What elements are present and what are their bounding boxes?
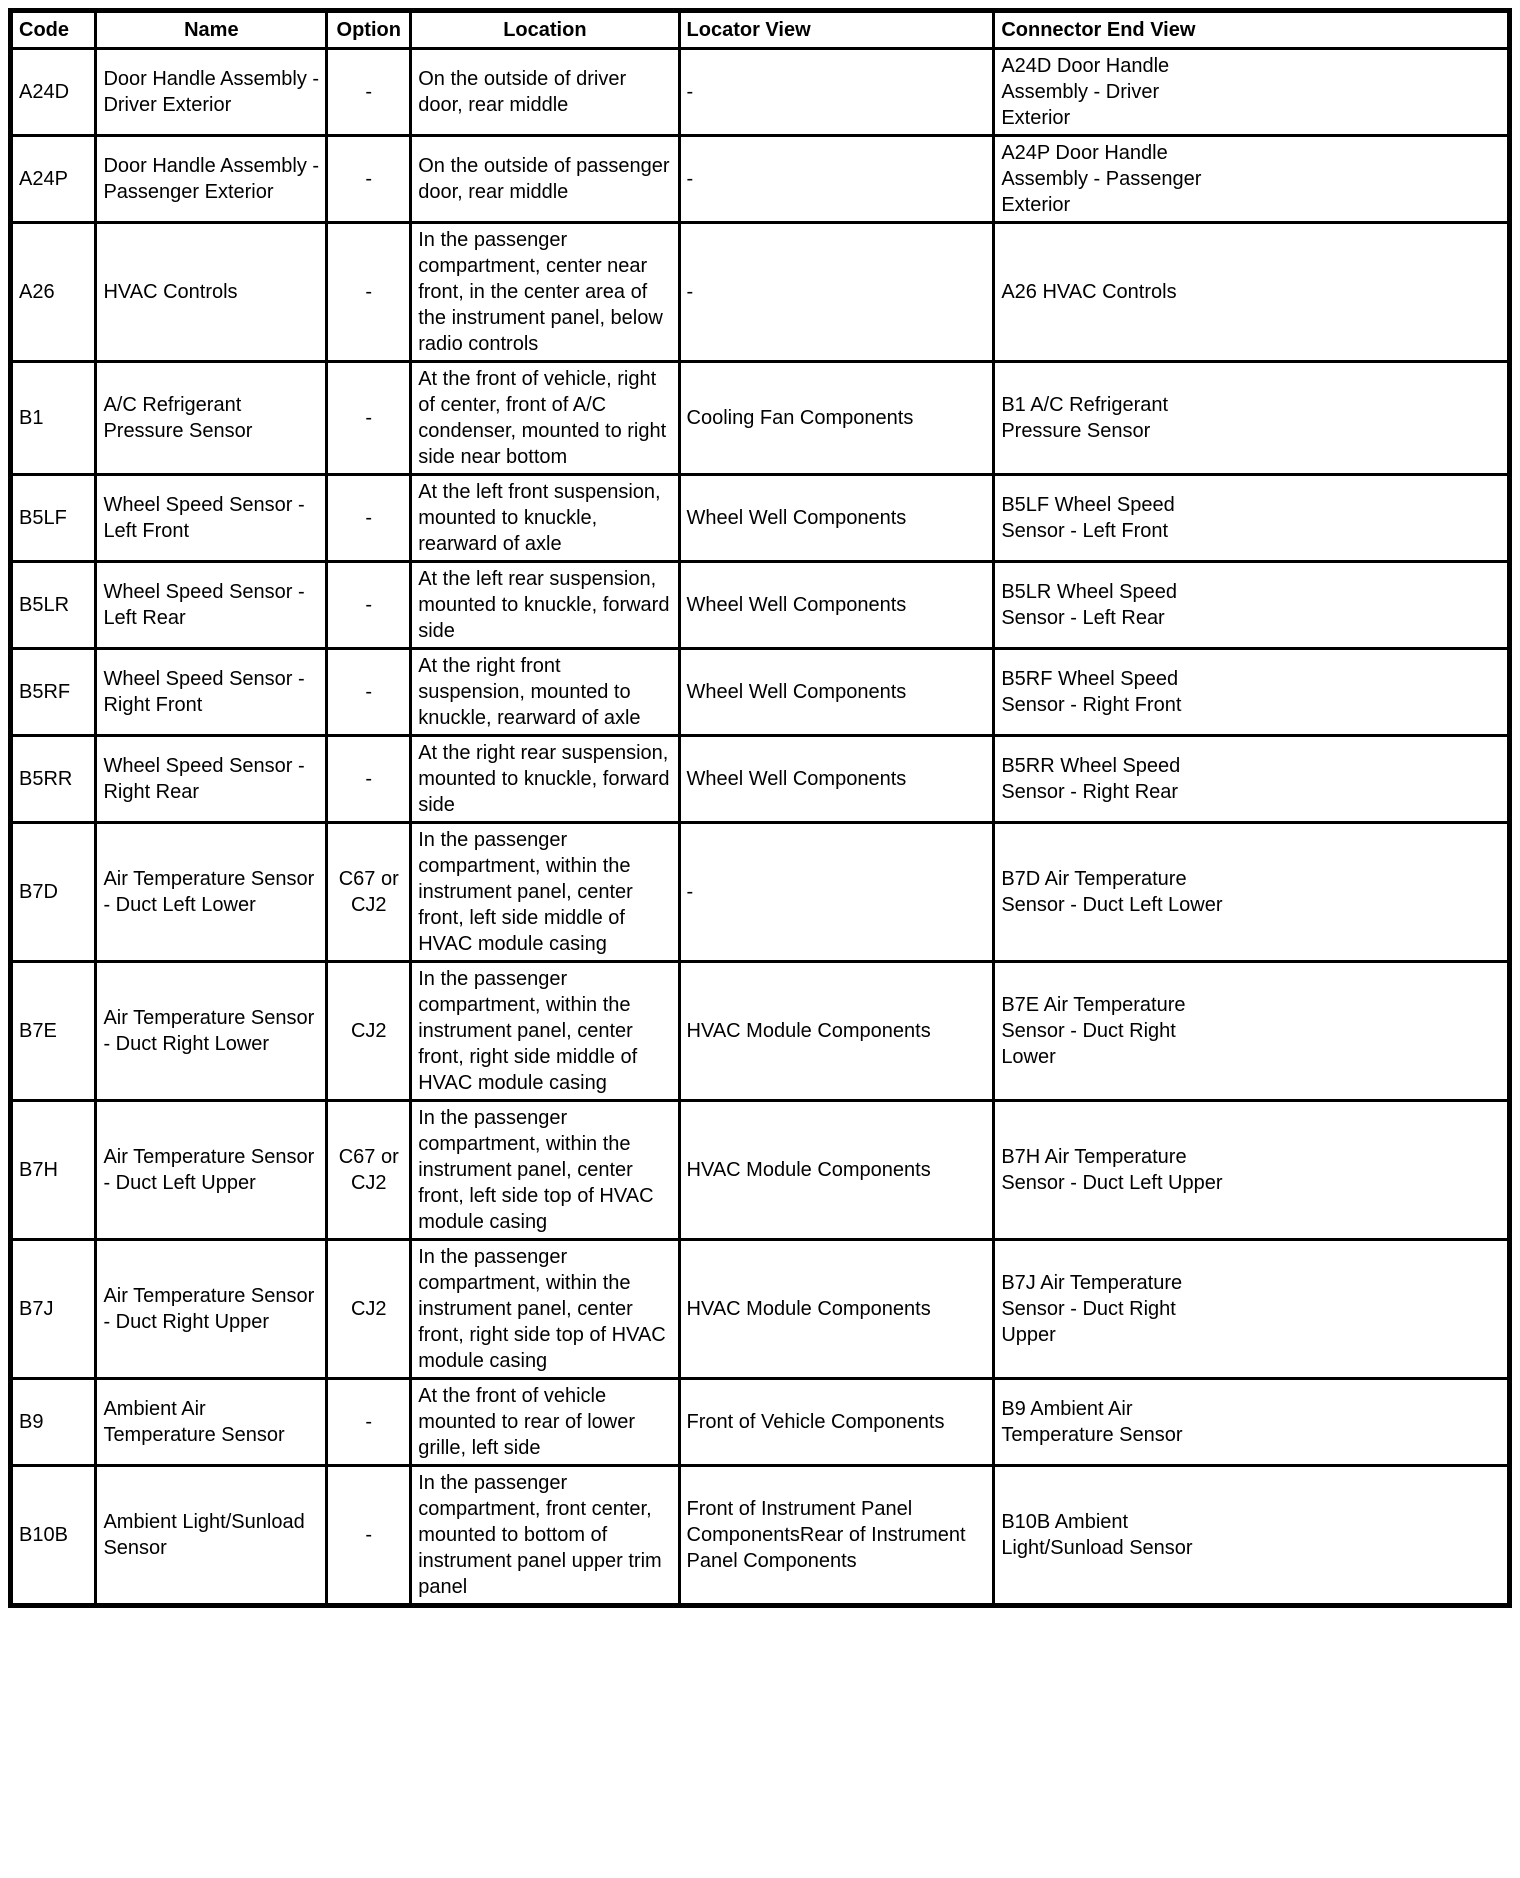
cell-text-locator-view: HVAC Module Components [686, 1020, 931, 1042]
cell-name [96, 962, 327, 1101]
cell-text-connector-end-view: B7E Air Temperature Sensor - Duct Right Lower [1001, 994, 1186, 1068]
cell-text-connector-end-view: B5RR Wheel Speed Sensor - Right Rear [1001, 755, 1181, 803]
cell-option [327, 1466, 411, 1606]
cell-option [327, 362, 411, 475]
cell-text-code: A24P [19, 168, 68, 190]
cell-text-option: - [365, 81, 373, 103]
cell-code [11, 223, 96, 362]
cell-location [411, 475, 679, 562]
cell-text-connector-end-view: B5RF Wheel Speed Sensor - Right Front [1001, 668, 1182, 716]
cell-text-name: Air Temperature Sensor - Duct Right Lower [103, 1007, 315, 1055]
cell-locator-view [679, 136, 994, 223]
cell-location [411, 649, 679, 736]
cell-text-location: At the right rear suspension, mounted to knuckle, forward side [418, 742, 670, 816]
cell-location [411, 136, 679, 223]
cell-text-option: - [365, 768, 373, 790]
cell-location [411, 223, 679, 362]
column-header-label-code: Code [19, 19, 69, 41]
column-header-connector-end-view [994, 11, 1510, 49]
cell-locator-view [679, 1466, 994, 1606]
cell-location [411, 736, 679, 823]
column-header-option [327, 11, 411, 49]
cell-locator-view [679, 1101, 994, 1240]
cell-code [11, 562, 96, 649]
cell-locator-view [679, 962, 994, 1101]
cell-text-locator-view: HVAC Module Components [686, 1159, 931, 1181]
cell-locator-view [679, 649, 994, 736]
cell-text-name: A/C Refrigerant Pressure Sensor [103, 394, 253, 442]
table-row-b5lr [11, 562, 1510, 649]
cell-name [96, 823, 327, 962]
cell-connector-end-view [994, 1240, 1510, 1379]
cell-text-locator-view: - [686, 168, 694, 190]
cell-option [327, 736, 411, 823]
cell-locator-view [679, 823, 994, 962]
cell-name [96, 1101, 327, 1240]
cell-option [327, 649, 411, 736]
cell-text-name: Wheel Speed Sensor - Right Rear [103, 755, 305, 803]
cell-text-location: In the passenger compartment, within the instrument panel, center front, right side top of HVAC module casing [418, 1246, 666, 1372]
cell-connector-end-view [994, 736, 1510, 823]
cell-name [96, 1466, 327, 1606]
cell-code [11, 823, 96, 962]
cell-text-connector-end-view: B9 Ambient Air Temperature Sensor [1001, 1398, 1183, 1446]
table-row-b5rr [11, 736, 1510, 823]
cell-text-code: A26 [19, 281, 55, 303]
cell-locator-view [679, 362, 994, 475]
table-row-a24p [11, 136, 1510, 223]
cell-text-option: - [365, 168, 373, 190]
cell-location [411, 962, 679, 1101]
cell-locator-view [679, 736, 994, 823]
cell-text-location: At the front of vehicle, right of center, front of A/C condenser, mounted to right side near bottom [418, 368, 667, 468]
cell-text-name: Air Temperature Sensor - Duct Right Upper [103, 1285, 315, 1333]
table-row-b7j [11, 1240, 1510, 1379]
cell-text-code: B7H [19, 1159, 58, 1181]
cell-text-code: B5LR [19, 594, 70, 616]
table-row-b7h [11, 1101, 1510, 1240]
cell-text-location: In the passenger compartment, front center, mounted to bottom of instrument panel upper trim panel [418, 1472, 662, 1598]
cell-text-location: At the front of vehicle mounted to rear of lower grille, left side [418, 1385, 635, 1459]
column-header-label-connector-end-view: Connector End View [1001, 19, 1196, 41]
cell-text-locator-view: Front of Vehicle Components [686, 1411, 945, 1433]
cell-text-connector-end-view: B7D Air Temperature Sensor - Duct Left Lower [1001, 868, 1223, 916]
cell-option [327, 1240, 411, 1379]
cell-locator-view [679, 223, 994, 362]
cell-text-code: B5LF [19, 507, 67, 529]
cell-text-locator-view: Cooling Fan Components [686, 407, 914, 429]
cell-name [96, 223, 327, 362]
column-header-code [11, 11, 96, 49]
cell-code [11, 1240, 96, 1379]
cell-code [11, 1379, 96, 1466]
cell-option [327, 1379, 411, 1466]
cell-text-location: In the passenger compartment, within the instrument panel, center front, right side middle of HVAC module casing [418, 968, 638, 1094]
cell-code [11, 475, 96, 562]
cell-text-location: In the passenger compartment, within the instrument panel, center front, left side top of HVAC module casing [418, 1107, 654, 1233]
cell-text-code: B9 [19, 1411, 44, 1433]
cell-code [11, 49, 96, 136]
cell-text-connector-end-view: B1 A/C Refrigerant Pressure Sensor [1001, 394, 1169, 442]
cell-text-option: - [365, 407, 373, 429]
table-row-b5rf [11, 649, 1510, 736]
cell-text-connector-end-view: B7J Air Temperature Sensor - Duct Right Upper [1001, 1272, 1183, 1346]
cell-location [411, 362, 679, 475]
cell-option [327, 1101, 411, 1240]
cell-text-code: B5RR [19, 768, 73, 790]
table-row-b1 [11, 362, 1510, 475]
cell-text-location: In the passenger compartment, center near front, in the center area of the instrument panel, below radio controls [418, 229, 663, 355]
cell-text-option: CJ2 [350, 1020, 387, 1042]
cell-text-locator-view: Front of Instrument Panel ComponentsRear of Instrument Panel Components [686, 1498, 966, 1572]
cell-connector-end-view [994, 475, 1510, 562]
cell-text-option: C67 or CJ2 [338, 868, 399, 916]
cell-option [327, 823, 411, 962]
cell-name [96, 1240, 327, 1379]
cell-text-location: In the passenger compartment, within the instrument panel, center front, left side middle of HVAC module casing [418, 829, 633, 955]
cell-text-name: Air Temperature Sensor - Duct Left Lower [103, 868, 315, 916]
cell-code [11, 1101, 96, 1240]
cell-connector-end-view [994, 49, 1510, 136]
cell-text-location: On the outside of driver door, rear middle [418, 68, 627, 116]
column-header-name [96, 11, 327, 49]
cell-text-locator-view: - [686, 881, 694, 903]
column-header-label-locator-view: Locator View [686, 19, 811, 41]
cell-location [411, 1466, 679, 1606]
cell-text-connector-end-view: A26 HVAC Controls [1001, 281, 1177, 303]
cell-text-name: Door Handle Assembly - Passenger Exterior [103, 155, 320, 203]
cell-text-code: B1 [19, 407, 44, 429]
cell-text-option: - [365, 281, 373, 303]
cell-text-code: B10B [19, 1524, 68, 1546]
cell-location [411, 823, 679, 962]
cell-code [11, 962, 96, 1101]
cell-text-name: Air Temperature Sensor - Duct Left Upper [103, 1146, 315, 1194]
cell-code [11, 736, 96, 823]
cell-location [411, 1240, 679, 1379]
cell-text-locator-view: Wheel Well Components [686, 681, 907, 703]
cell-text-code: B5RF [19, 681, 71, 703]
cell-text-name: HVAC Controls [103, 281, 238, 303]
connector-location-table [8, 8, 1512, 1608]
cell-text-connector-end-view: B10B Ambient Light/Sunload Sensor [1001, 1511, 1193, 1559]
cell-locator-view [679, 1379, 994, 1466]
table-row-b10b [11, 1466, 1510, 1606]
cell-connector-end-view [994, 1466, 1510, 1606]
cell-name [96, 136, 327, 223]
cell-code [11, 136, 96, 223]
cell-text-name: Wheel Speed Sensor - Right Front [103, 668, 305, 716]
cell-name [96, 736, 327, 823]
cell-locator-view [679, 49, 994, 136]
cell-text-locator-view: - [686, 81, 694, 103]
cell-option [327, 136, 411, 223]
cell-text-name: Ambient Air Temperature Sensor [103, 1398, 285, 1446]
cell-text-option: - [365, 1411, 373, 1433]
table-row-a26 [11, 223, 1510, 362]
column-header-location [411, 11, 679, 49]
column-header-locator-view [679, 11, 994, 49]
cell-connector-end-view [994, 962, 1510, 1101]
cell-text-option: - [365, 1524, 373, 1546]
cell-name [96, 1379, 327, 1466]
cell-text-code: A24D [19, 81, 70, 103]
cell-connector-end-view [994, 1101, 1510, 1240]
cell-option [327, 475, 411, 562]
cell-connector-end-view [994, 649, 1510, 736]
cell-name [96, 362, 327, 475]
column-header-label-name: Name [184, 19, 239, 41]
cell-text-code: B7E [19, 1020, 57, 1042]
cell-locator-view [679, 562, 994, 649]
cell-connector-end-view [994, 362, 1510, 475]
cell-text-name: Door Handle Assembly - Driver Exterior [103, 68, 320, 116]
table-header [11, 11, 1510, 49]
cell-location [411, 562, 679, 649]
cell-connector-end-view [994, 823, 1510, 962]
cell-text-option: - [365, 681, 373, 703]
cell-text-location: At the left rear suspension, mounted to knuckle, forward side [418, 568, 670, 642]
cell-name [96, 649, 327, 736]
cell-connector-end-view [994, 223, 1510, 362]
table-row-b7d [11, 823, 1510, 962]
table-header-row [11, 11, 1510, 49]
cell-locator-view [679, 1240, 994, 1379]
cell-location [411, 1379, 679, 1466]
cell-text-locator-view: Wheel Well Components [686, 507, 907, 529]
cell-text-connector-end-view: B5LR Wheel Speed Sensor - Left Rear [1001, 581, 1177, 629]
cell-text-locator-view: - [686, 281, 694, 303]
cell-text-name: Wheel Speed Sensor - Left Front [103, 494, 305, 542]
cell-text-option: - [365, 594, 373, 616]
cell-location [411, 49, 679, 136]
cell-text-locator-view: Wheel Well Components [686, 768, 907, 790]
cell-text-code: B7D [19, 881, 58, 903]
cell-name [96, 49, 327, 136]
cell-name [96, 475, 327, 562]
cell-text-option: - [365, 507, 373, 529]
cell-locator-view [679, 475, 994, 562]
cell-text-location: On the outside of passenger door, rear middle [418, 155, 670, 203]
table-row-b5lf [11, 475, 1510, 562]
cell-text-option: CJ2 [350, 1298, 387, 1320]
cell-option [327, 562, 411, 649]
table-body [11, 49, 1510, 1606]
cell-text-name: Wheel Speed Sensor - Left Rear [103, 581, 305, 629]
cell-text-locator-view: Wheel Well Components [686, 594, 907, 616]
column-header-label-option: Option [336, 19, 401, 41]
cell-connector-end-view [994, 1379, 1510, 1466]
table-row-b9 [11, 1379, 1510, 1466]
cell-text-connector-end-view: B5LF Wheel Speed Sensor - Left Front [1001, 494, 1175, 542]
cell-name [96, 562, 327, 649]
cell-code [11, 1466, 96, 1606]
cell-code [11, 649, 96, 736]
cell-option [327, 223, 411, 362]
cell-text-location: At the right front suspension, mounted to knuckle, rearward of axle [418, 655, 641, 729]
cell-connector-end-view [994, 562, 1510, 649]
cell-text-connector-end-view: B7H Air Temperature Sensor - Duct Left Upper [1001, 1146, 1223, 1194]
cell-code [11, 362, 96, 475]
table-row-b7e [11, 962, 1510, 1101]
cell-text-location: At the left front suspension, mounted to knuckle, rearward of axle [418, 481, 661, 555]
cell-option [327, 962, 411, 1101]
cell-location [411, 1101, 679, 1240]
cell-text-connector-end-view: A24P Door Handle Assembly - Passenger Exterior [1001, 142, 1202, 216]
cell-text-option: C67 or CJ2 [338, 1146, 399, 1194]
table-row-a24d [11, 49, 1510, 136]
cell-text-locator-view: HVAC Module Components [686, 1298, 931, 1320]
cell-connector-end-view [994, 136, 1510, 223]
column-header-label-location: Location [503, 19, 587, 41]
cell-option [327, 49, 411, 136]
cell-text-code: B7J [19, 1298, 54, 1320]
cell-text-name: Ambient Light/Sunload Sensor [103, 1511, 305, 1559]
cell-text-connector-end-view: A24D Door Handle Assembly - Driver Exterior [1001, 55, 1170, 129]
